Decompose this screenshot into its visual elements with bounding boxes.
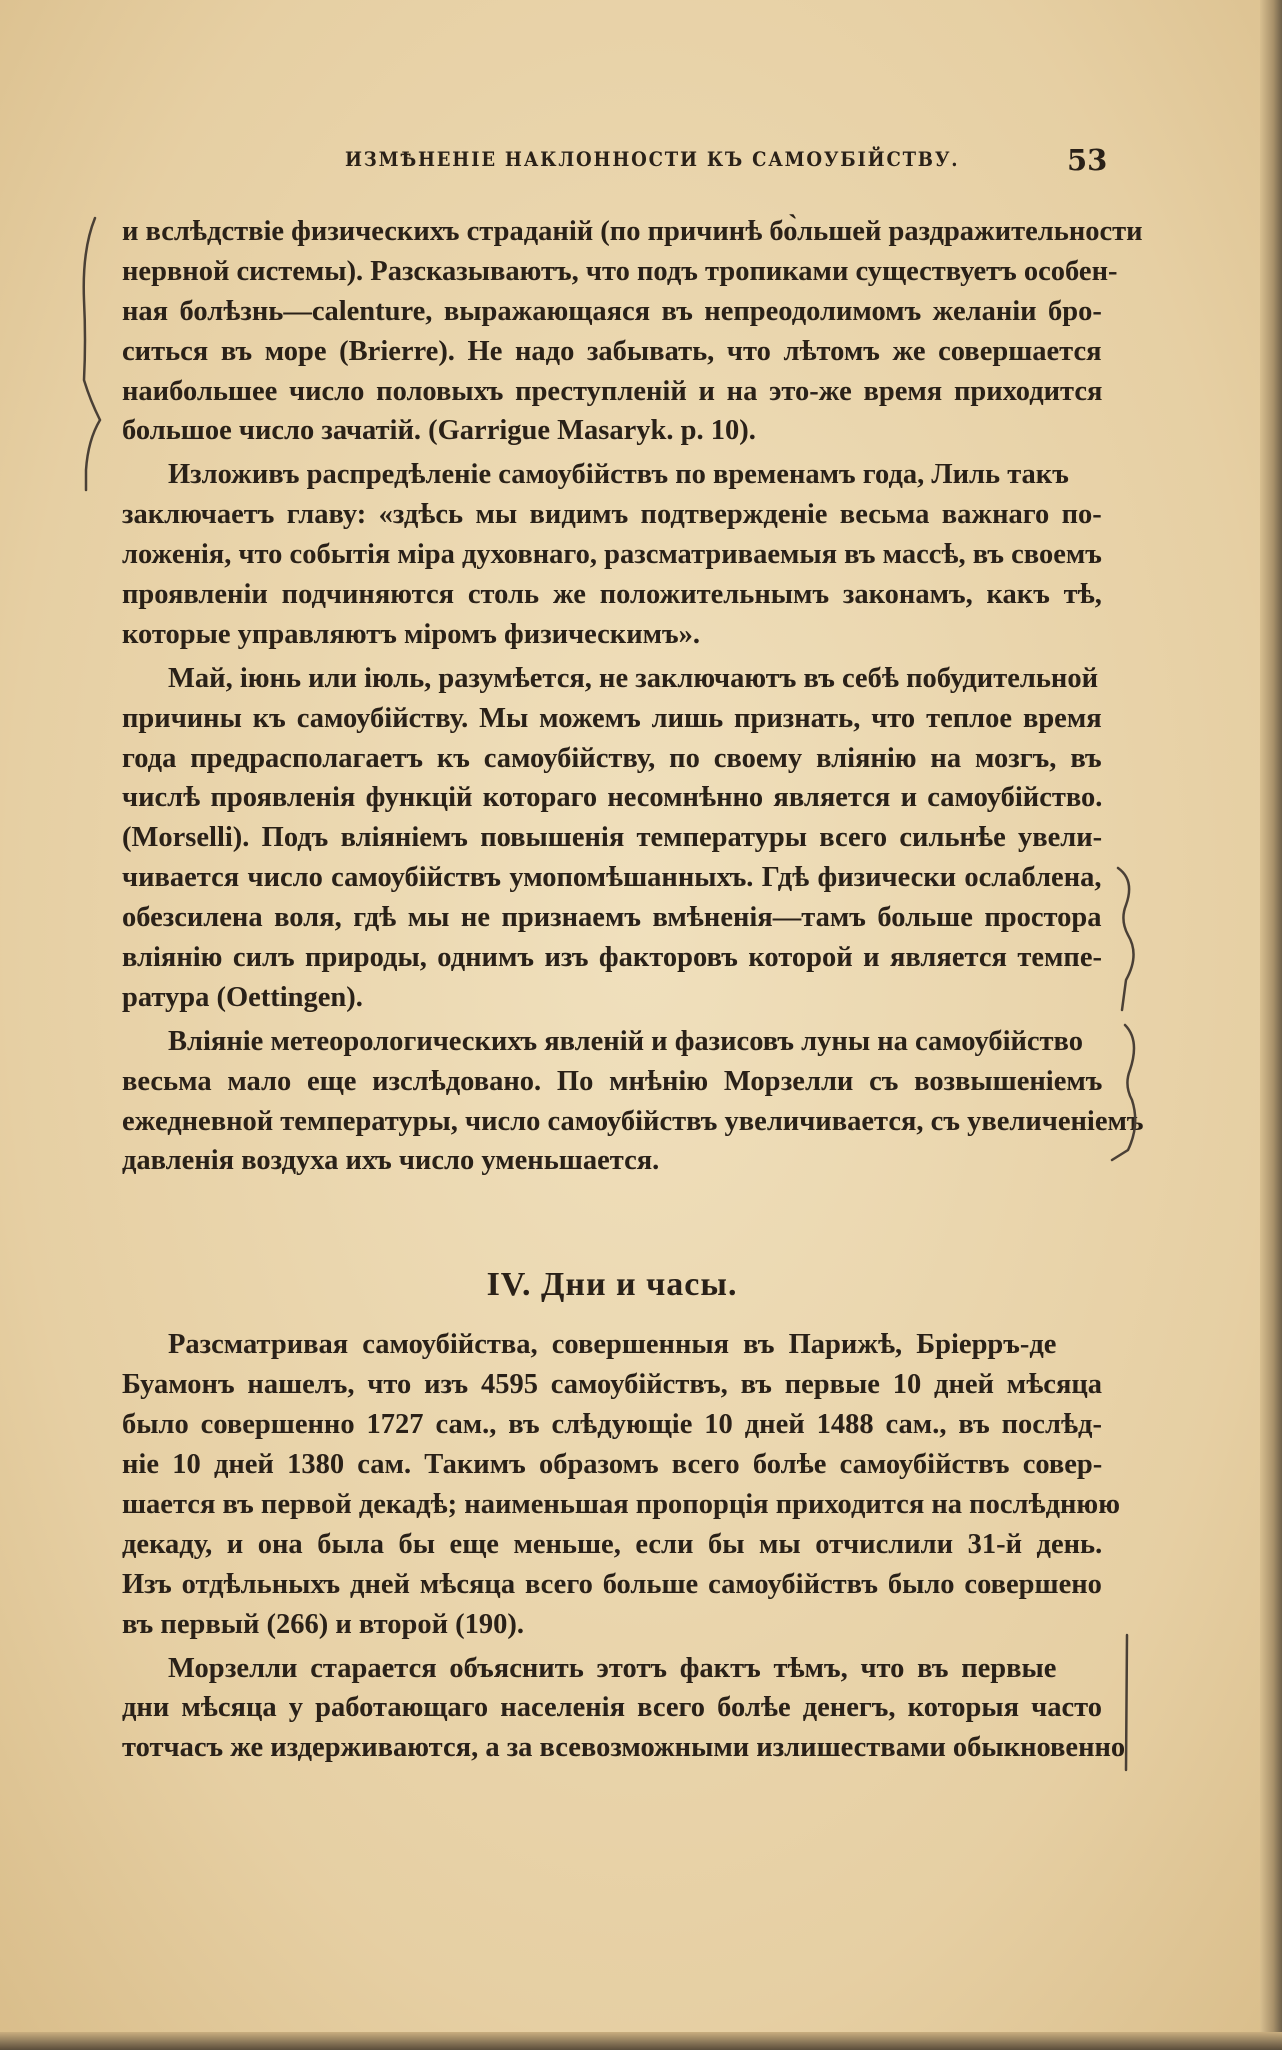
paragraph <box>122 455 1102 654</box>
right-brace-mark-1 <box>1118 868 1134 1010</box>
text-line: числѣ проявленія функцій котораго несомнѣнно является и самоубійство. <box>122 782 1103 814</box>
text-line: ложенія, что событія міра духовнаго, разсматриваемыя въ массѣ, въ своемъ <box>122 539 1102 571</box>
text-line: большое число зачатій. (Garrigue Masaryk. p. 10). <box>122 415 756 447</box>
text-line: которые управляютъ міромъ физическимъ». <box>122 618 701 650</box>
paragraph <box>122 659 1102 1018</box>
text-line: было совершенно 1727 сам., въ слѣдующіе 10 дней 1488 сам., въ послѣд- <box>122 1409 1102 1441</box>
text-line: (Morselli). Подъ вліяніемъ повышенія температуры всего сильнѣе увели- <box>122 822 1103 854</box>
paragraphs-before-heading <box>122 212 1144 1181</box>
paragraph <box>122 212 1143 451</box>
text-line: наибольшее число половыхъ преступленій и на это-же время приходится <box>122 375 1103 407</box>
section-heading: IV. Дни и часы. <box>486 1266 738 1304</box>
text-line: причины къ самоубійству. Мы можемъ лишь признать, что теплое время <box>122 702 1102 734</box>
text-line: Разсматривая самоубійства, совершенныя въ Парижѣ, Бріерръ-де <box>168 1329 1057 1361</box>
page-edge-shadow <box>1260 0 1282 2050</box>
text-line: нервной системы). Разсказываютъ, что подъ тропиками существуетъ особен- <box>122 255 1118 287</box>
text-line: заключаетъ главу: «здѣсь мы видимъ подтвержденіе весьма важнаго по- <box>122 499 1102 531</box>
text-line: Май, іюнь или іюль, разумѣется, не заключаютъ въ себѣ побудительной <box>168 662 1098 694</box>
text-line: Буамонъ нашелъ, что изъ 4595 самоубійствъ, въ первые 10 дней мѣсяца <box>122 1369 1103 1401</box>
paragraph <box>122 1022 1144 1182</box>
text-line: давленія воздуха ихъ число уменьшается. <box>122 1145 660 1177</box>
text-line: Изъ отдѣльныхъ дней мѣсяца всего больше самоубійствъ было совершено <box>122 1568 1102 1600</box>
text-line: обезсилена воля, гдѣ мы не признаемъ вмѣненія—тамъ больше простора <box>122 902 1102 934</box>
paragraph <box>122 1325 1120 1644</box>
text-line: ратура (Oettingen). <box>122 981 363 1013</box>
text-line: ная болѣзнь—calenture, выражающаяся въ непреодолимомъ желаніи бро- <box>122 295 1102 327</box>
right-brace-mark-2 <box>1112 1025 1135 1160</box>
text-line: Изложивъ распредѣленіе самоубійствъ по временамъ года, Лиль такъ <box>168 459 1069 491</box>
page-bottom-edge <box>0 2032 1282 2050</box>
text-line: декаду, и она была бы еще меньше, если бы мы отчислили 31-й день. <box>122 1528 1103 1560</box>
text-line: года предрасполагаетъ къ самоубійству, по своему вліянію на мозгъ, въ <box>122 742 1102 774</box>
text-line: весьма мало еще изслѣдовано. По мнѣнію Морзелли съ возвышеніемъ <box>122 1065 1103 1097</box>
text-line: чивается число самоубійствъ умопомѣшанныхъ. Гдѣ физически ослаблена, <box>122 862 1102 894</box>
body-text <box>122 212 1144 1768</box>
text-line: ежедневной температуры, число самоубійствъ увеличивается, съ увеличеніемъ <box>122 1105 1144 1137</box>
page-number: 53 <box>1067 143 1108 177</box>
text-line: ситься въ море (Brierre). Не надо забывать, что лѣтомъ же совершается <box>122 335 1102 367</box>
text-line: шается въ первой декадѣ; наименьшая пропорція приходится на послѣднюю <box>122 1488 1120 1520</box>
running-head: ИЗМѢНЕНІЕ НАКЛОННОСТИ КЪ САМОУБІЙСТВУ. <box>345 147 960 171</box>
text-line: дни мѣсяца у работающаго населенія всего болѣе денегъ, которыя часто <box>122 1692 1102 1724</box>
text-line: ніе 10 дней 1380 сам. Такимъ образомъ всего болѣе самоубійствъ совер- <box>122 1449 1103 1481</box>
text-line: въ первый (266) и второй (190). <box>122 1608 524 1640</box>
text-line: вліянію силъ природы, однимъ изъ факторовъ которой и является темпе- <box>122 942 1102 974</box>
left-bracket-mark <box>84 218 100 490</box>
right-vertical-mark <box>1126 1635 1127 1770</box>
text-line: и вслѣдствіе физическихъ страданій (по причинѣ бо̀льшей раздражительности <box>122 216 1143 247</box>
text-line: Морзелли старается объяснить этотъ фактъ тѣмъ, что въ первые <box>168 1652 1057 1684</box>
text-line: тотчасъ же издерживаются, а за всевозможными излишествами обыкновенно <box>122 1732 1126 1764</box>
paragraph <box>122 1649 1126 1769</box>
text-line: проявленіи подчиняются столь же положительнымъ законамъ, какъ тѣ, <box>122 579 1102 611</box>
paragraphs-after-heading <box>122 1325 1126 1768</box>
text-line: Вліяніе метеорологическихъ явленій и фазисовъ луны на самоубійство <box>168 1025 1084 1057</box>
